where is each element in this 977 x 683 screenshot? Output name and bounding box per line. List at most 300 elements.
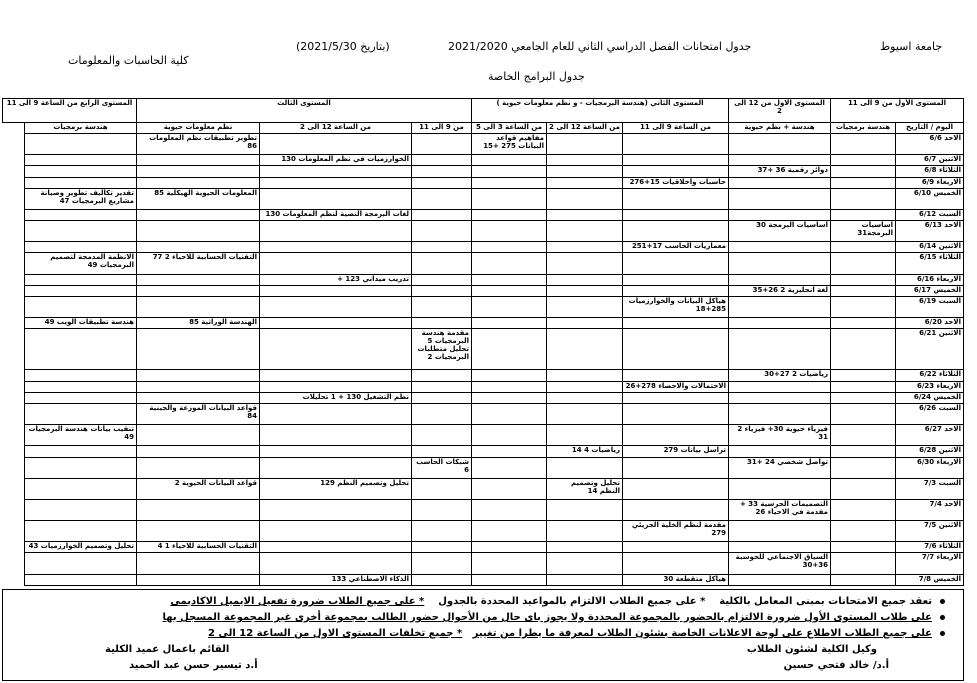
exam-cell bbox=[24, 221, 136, 242]
exam-cell: هندسة تطبيقات الويب 49 bbox=[24, 318, 136, 329]
exam-cell bbox=[830, 381, 895, 392]
exam-cell bbox=[728, 253, 830, 274]
exam-cell bbox=[24, 297, 136, 318]
exam-cell bbox=[830, 404, 895, 425]
exam-cell bbox=[259, 134, 411, 155]
exam-cell: اساسيات البرمجة31 bbox=[830, 221, 895, 242]
exam-cell bbox=[136, 381, 259, 392]
note-2-text: على طلاب المستوى الأول ضرورة الالتزام بالحضور بالمجموعة المحددة ولا يجوز باى حال من الأحوال حضور الطالب بمجموعة أخرى غير المجموعة المسجل بها bbox=[162, 612, 932, 623]
exam-cell bbox=[24, 134, 136, 155]
exam-cell bbox=[830, 155, 895, 166]
exam-cell: تدريب ميداني 123 + bbox=[259, 274, 411, 285]
exam-cell bbox=[411, 542, 471, 553]
university-name: جامعة اسيوط bbox=[880, 40, 943, 53]
exam-cell bbox=[546, 370, 622, 381]
day-date-cell: الاربعاء 6/23 bbox=[896, 381, 964, 392]
exam-cell bbox=[830, 297, 895, 318]
document-subtitle: جدول البرامج الخاصة bbox=[488, 70, 585, 83]
exam-cell: تواصل شخصي 24 +31 bbox=[728, 457, 830, 478]
column-header: من 9 الى 11 bbox=[411, 123, 471, 134]
table-row bbox=[3, 574, 964, 585]
exam-cell: تحليل وتصميم الخوارزميات 43 bbox=[24, 542, 136, 553]
level-header: المستوى الاول من 12 الى 2 bbox=[728, 99, 830, 123]
exam-cell bbox=[728, 478, 830, 499]
note-2 bbox=[163, 612, 945, 623]
exam-cell bbox=[411, 297, 471, 318]
exam-cell bbox=[411, 392, 471, 403]
exam-cell bbox=[830, 553, 895, 574]
exam-cell bbox=[411, 404, 471, 425]
exam-cell bbox=[136, 155, 259, 166]
exam-cell bbox=[471, 553, 546, 574]
day-date-cell: الخميس 6/17 bbox=[896, 285, 964, 296]
table-row bbox=[3, 221, 964, 242]
bullet-icon bbox=[940, 631, 945, 636]
day-date-cell: الخميس 6/10 bbox=[896, 188, 964, 209]
exam-cell bbox=[546, 221, 622, 242]
exam-cell: هياكل متقطعة 30 bbox=[622, 574, 728, 585]
day-date-cell: السبت 6/12 bbox=[896, 209, 964, 220]
exam-cell bbox=[622, 318, 728, 329]
exam-cell bbox=[830, 521, 895, 542]
exam-cell bbox=[411, 446, 471, 457]
exam-cell: الذكاء الاصطناعي 133 bbox=[259, 574, 411, 585]
exam-cell bbox=[259, 177, 411, 188]
exam-cell: التقنيات الحسابية للاحياء 2 77 bbox=[136, 253, 259, 274]
note-1 bbox=[170, 596, 945, 607]
exam-cell bbox=[546, 329, 622, 370]
day-date-cell: الاحد 6/6 bbox=[896, 134, 964, 155]
exam-cell: الخوارزميات في نظم المعلومات 130 bbox=[259, 155, 411, 166]
column-header: نظم معلومات حيوية bbox=[136, 123, 259, 134]
exam-cell bbox=[24, 574, 136, 585]
table-row bbox=[3, 521, 964, 542]
exam-cell bbox=[622, 209, 728, 220]
document-date: (بتاريخ 2021/5/30) bbox=[296, 40, 390, 53]
exam-cell bbox=[471, 188, 546, 209]
exam-cell bbox=[622, 553, 728, 574]
exam-cell bbox=[136, 221, 259, 242]
exam-cell bbox=[546, 425, 622, 446]
exam-cell bbox=[622, 253, 728, 274]
exam-cell bbox=[546, 297, 622, 318]
exam-cell bbox=[830, 542, 895, 553]
exam-cell: رياضيات 4 14 bbox=[546, 446, 622, 457]
exam-cell bbox=[259, 221, 411, 242]
exam-cell bbox=[728, 381, 830, 392]
exam-cell bbox=[136, 392, 259, 403]
exam-cell bbox=[728, 404, 830, 425]
table-row bbox=[3, 285, 964, 296]
table-row bbox=[3, 155, 964, 166]
exam-cell: حاسبات واخلاقيات 15+276 bbox=[622, 177, 728, 188]
exam-cell bbox=[622, 188, 728, 209]
exam-cell bbox=[411, 166, 471, 177]
exam-cell bbox=[259, 329, 411, 370]
exam-cell bbox=[471, 521, 546, 542]
exam-cell bbox=[411, 177, 471, 188]
exam-cell bbox=[259, 425, 411, 446]
exam-cell bbox=[728, 521, 830, 542]
exam-cell bbox=[622, 478, 728, 499]
exam-cell bbox=[136, 446, 259, 457]
table-row bbox=[3, 166, 964, 177]
exam-cell bbox=[830, 446, 895, 457]
exam-cell bbox=[24, 155, 136, 166]
exam-cell bbox=[259, 542, 411, 553]
exam-cell: دوائر رقمية 36 +37 bbox=[728, 166, 830, 177]
exam-cell: هياكل البيانات والخوارزميات 285+18 bbox=[622, 297, 728, 318]
exam-cell bbox=[411, 253, 471, 274]
exam-cell bbox=[24, 370, 136, 381]
level-header: المستوى الثاني (هندسة البرمجيات - و نظم معلومات حيوية ) bbox=[471, 99, 728, 123]
exam-cell: مفاهيم قواعد البيانات 275 +15 bbox=[471, 134, 546, 155]
day-date-cell: السبت 6/19 bbox=[896, 297, 964, 318]
exam-cell: تقدير تكاليف تطوير وصيانة مشاريع البرمجيات 47 bbox=[24, 188, 136, 209]
exam-cell bbox=[24, 242, 136, 253]
exam-cell bbox=[622, 166, 728, 177]
exam-cell bbox=[830, 392, 895, 403]
exam-cell bbox=[546, 457, 622, 478]
exam-cell bbox=[411, 155, 471, 166]
exam-cell bbox=[471, 253, 546, 274]
exam-cell bbox=[728, 318, 830, 329]
exam-cell bbox=[546, 318, 622, 329]
exam-cell bbox=[830, 329, 895, 370]
exam-cell: اساسيات البرمجة 30 bbox=[728, 221, 830, 242]
exam-cell bbox=[471, 381, 546, 392]
exam-cell bbox=[546, 242, 622, 253]
day-date-cell: الاحد 6/13 bbox=[896, 221, 964, 242]
exam-cell bbox=[830, 166, 895, 177]
exam-cell bbox=[136, 329, 259, 370]
exam-cell bbox=[622, 499, 728, 520]
exam-cell bbox=[830, 285, 895, 296]
column-header: من الساعة 3 الى 5 bbox=[471, 123, 546, 134]
exam-cell bbox=[411, 521, 471, 542]
exam-cell bbox=[471, 478, 546, 499]
exam-cell bbox=[830, 188, 895, 209]
exam-cell: مقدمة هندسة البرمجيات 5 تحليل متطلبات البرمجيات 2 bbox=[411, 329, 471, 370]
exam-cell bbox=[411, 274, 471, 285]
exam-cell bbox=[411, 499, 471, 520]
notes-box bbox=[2, 589, 964, 681]
exam-cell: قواعد البيانات الموزعة والجينية 84 bbox=[136, 404, 259, 425]
exam-cell: رياضيات 2 27+30 bbox=[728, 370, 830, 381]
exam-cell bbox=[728, 574, 830, 585]
column-header: هندسة برمجيات bbox=[830, 123, 895, 134]
exam-cell bbox=[411, 381, 471, 392]
exam-cell bbox=[471, 329, 546, 370]
exam-cell: الهندسة الوراثية 85 bbox=[136, 318, 259, 329]
exam-cell bbox=[728, 446, 830, 457]
exam-cell bbox=[830, 574, 895, 585]
day-date-cell: الخميس 7/8 bbox=[896, 574, 964, 585]
exam-cell bbox=[546, 166, 622, 177]
exam-cell: تطوير تطبيقات نظم المعلومات 86 bbox=[136, 134, 259, 155]
exam-cell bbox=[411, 425, 471, 446]
exam-cell bbox=[136, 242, 259, 253]
exam-cell bbox=[546, 381, 622, 392]
day-date-cell: الاربعاء 7/7 bbox=[896, 553, 964, 574]
exam-cell bbox=[546, 285, 622, 296]
exam-cell bbox=[830, 370, 895, 381]
exam-cell bbox=[411, 574, 471, 585]
exam-cell bbox=[136, 166, 259, 177]
exam-cell bbox=[471, 166, 546, 177]
exam-cell bbox=[830, 318, 895, 329]
exam-cell bbox=[136, 177, 259, 188]
exam-cell bbox=[24, 329, 136, 370]
exam-cell bbox=[546, 499, 622, 520]
exam-cell bbox=[622, 221, 728, 242]
exam-cell bbox=[830, 499, 895, 520]
day-date-cell: الثلاثاء 7/6 bbox=[896, 542, 964, 553]
day-date-cell: الاحد 7/4 bbox=[896, 499, 964, 520]
table-row bbox=[3, 446, 964, 457]
column-header: من الساعة 12 الى 2 bbox=[259, 123, 411, 134]
exam-cell bbox=[622, 457, 728, 478]
exam-cell bbox=[546, 392, 622, 403]
exam-cell bbox=[136, 285, 259, 296]
day-date-cell: الثلاثاء 6/15 bbox=[896, 253, 964, 274]
signature-right-name: أ.د/ خالد فتحي حسين bbox=[783, 660, 889, 671]
exam-cell bbox=[411, 553, 471, 574]
exam-cell bbox=[24, 478, 136, 499]
exam-cell bbox=[411, 370, 471, 381]
table-row bbox=[3, 134, 964, 155]
document-title: جدول امتحانات الفصل الدراسي الثاني للعام الجامعي 2021/2020 bbox=[448, 40, 752, 53]
day-date-cell: الاثنين 6/14 bbox=[896, 242, 964, 253]
exam-cell bbox=[411, 221, 471, 242]
signature-left-name: أ.د تيسير حسن عبد الحميد bbox=[129, 660, 258, 671]
exam-cell bbox=[24, 553, 136, 574]
exam-cell bbox=[830, 274, 895, 285]
exam-cell: نظم التشغيل 130 + 1 تحليلات bbox=[259, 392, 411, 403]
column-header: اليوم / التاريخ bbox=[896, 123, 964, 134]
table-row bbox=[3, 425, 964, 446]
exam-cell bbox=[24, 499, 136, 520]
exam-cell bbox=[471, 274, 546, 285]
exam-cell bbox=[622, 404, 728, 425]
exam-cell bbox=[411, 188, 471, 209]
exam-cell bbox=[830, 177, 895, 188]
exam-cell bbox=[24, 209, 136, 220]
day-date-cell: الاثنين 7/5 bbox=[896, 521, 964, 542]
table-row bbox=[3, 177, 964, 188]
exam-cell bbox=[622, 370, 728, 381]
exam-cell bbox=[24, 166, 136, 177]
table-row bbox=[3, 457, 964, 478]
table-row bbox=[3, 297, 964, 318]
exam-cell bbox=[622, 329, 728, 370]
table-row bbox=[3, 542, 964, 553]
exam-cell bbox=[411, 318, 471, 329]
exam-cell bbox=[546, 521, 622, 542]
exam-cell bbox=[728, 242, 830, 253]
exam-cell bbox=[471, 209, 546, 220]
exam-cell bbox=[471, 285, 546, 296]
table-row bbox=[3, 404, 964, 425]
exam-cell bbox=[471, 177, 546, 188]
level-header: المستوى الثالث bbox=[136, 99, 471, 123]
exam-cell bbox=[546, 274, 622, 285]
exam-cell bbox=[471, 574, 546, 585]
exam-cell bbox=[728, 188, 830, 209]
exam-cell bbox=[259, 318, 411, 329]
exam-cell bbox=[411, 134, 471, 155]
day-date-cell: الثلاثاء 6/8 bbox=[896, 166, 964, 177]
day-date-cell: الاربعاء 6/30 bbox=[896, 457, 964, 478]
exam-cell bbox=[471, 297, 546, 318]
day-date-cell: الاحد 6/20 bbox=[896, 318, 964, 329]
exam-cell bbox=[471, 446, 546, 457]
exam-cell bbox=[259, 457, 411, 478]
table-row bbox=[3, 370, 964, 381]
day-date-cell: الاربعاء 6/9 bbox=[896, 177, 964, 188]
day-date-cell: الثلاثاء 6/22 bbox=[896, 370, 964, 381]
exam-cell: تحليل وتصميم النظم 14 bbox=[546, 478, 622, 499]
table-row bbox=[3, 242, 964, 253]
bullet-icon bbox=[940, 599, 945, 604]
day-date-cell: الخميس 6/24 bbox=[896, 392, 964, 403]
exam-cell bbox=[259, 188, 411, 209]
table-row bbox=[3, 253, 964, 274]
exam-cell: التصميمات الجرسية 33 + مقدمة في الاحياء 26 bbox=[728, 499, 830, 520]
day-date-cell: الاثنين 6/7 bbox=[896, 155, 964, 166]
exam-cell bbox=[728, 329, 830, 370]
bullet-icon bbox=[940, 615, 945, 620]
table-row bbox=[3, 329, 964, 370]
exam-cell bbox=[830, 457, 895, 478]
exam-cell bbox=[136, 370, 259, 381]
exam-cell: معماريات الحاسب 17+251 bbox=[622, 242, 728, 253]
table-row bbox=[3, 274, 964, 285]
note-1-b: * على جميع الطلاب الالتزام بالمواعيد المحددة بالجدول bbox=[438, 596, 706, 607]
table-row bbox=[3, 381, 964, 392]
exam-cell bbox=[728, 297, 830, 318]
exam-cell bbox=[24, 392, 136, 403]
exam-cell bbox=[24, 446, 136, 457]
table-row bbox=[3, 188, 964, 209]
exam-cell bbox=[728, 177, 830, 188]
exam-cell bbox=[546, 155, 622, 166]
note-1-a: تعقد جميع الامتحانات بمبنى المعامل بالكلية bbox=[719, 596, 932, 607]
exam-cell bbox=[136, 521, 259, 542]
exam-cell bbox=[411, 285, 471, 296]
exam-cell bbox=[622, 134, 728, 155]
exam-cell bbox=[24, 274, 136, 285]
exam-cell: تراسل بيانات 279 bbox=[622, 446, 728, 457]
exam-cell bbox=[259, 381, 411, 392]
note-3 bbox=[208, 628, 945, 639]
note-3-b: * جميع تخلفات المستوى الاول من الساعة 12 الى 2 bbox=[208, 628, 463, 639]
table-row bbox=[3, 478, 964, 499]
exam-cell: فيزياء حيوية 30+ فيزياء 2 31 bbox=[728, 425, 830, 446]
exam-cell: تحليل وتصميم النظم 129 bbox=[259, 478, 411, 499]
exam-cell bbox=[259, 253, 411, 274]
exam-schedule-table bbox=[2, 98, 964, 586]
exam-cell bbox=[622, 425, 728, 446]
exam-cell: لغة انجليزية 2 26+35 bbox=[728, 285, 830, 296]
exam-cell bbox=[546, 209, 622, 220]
day-date-cell: الاربعاء 6/16 bbox=[896, 274, 964, 285]
college-name: كلية الحاسبات والمعلومات bbox=[68, 54, 189, 67]
exam-cell bbox=[471, 318, 546, 329]
exam-cell bbox=[259, 285, 411, 296]
exam-cell bbox=[24, 177, 136, 188]
note-1-c: * على جميع الطلاب ضرورة تفعيل الايميل الاكاديمى bbox=[170, 596, 425, 607]
exam-cell bbox=[728, 274, 830, 285]
day-date-cell: السبت 6/26 bbox=[896, 404, 964, 425]
exam-cell bbox=[471, 404, 546, 425]
exam-cell bbox=[546, 188, 622, 209]
exam-cell bbox=[24, 285, 136, 296]
exam-cell bbox=[259, 166, 411, 177]
exam-cell bbox=[546, 542, 622, 553]
day-date-cell: الاثنين 6/28 bbox=[896, 446, 964, 457]
exam-cell bbox=[622, 285, 728, 296]
exam-cell bbox=[259, 499, 411, 520]
signature-right-title: وكيل الكلية لشئون الطلاب bbox=[746, 644, 877, 655]
exam-cell bbox=[259, 553, 411, 574]
exam-cell bbox=[546, 177, 622, 188]
table-row bbox=[3, 499, 964, 520]
exam-cell bbox=[830, 425, 895, 446]
exam-cell bbox=[471, 370, 546, 381]
exam-cell bbox=[259, 297, 411, 318]
exam-cell bbox=[471, 499, 546, 520]
exam-cell bbox=[728, 155, 830, 166]
exam-cell bbox=[830, 253, 895, 274]
day-date-cell: السبت 7/3 bbox=[896, 478, 964, 499]
exam-cell: المعلومات الحيوية الهيكلية 85 bbox=[136, 188, 259, 209]
exam-cell bbox=[136, 209, 259, 220]
level-header-row bbox=[3, 99, 964, 123]
exam-cell: الانظمة المدمجة لتصميم البرمجيات 49 bbox=[24, 253, 136, 274]
exam-cell bbox=[830, 209, 895, 220]
exam-cell bbox=[136, 499, 259, 520]
exam-cell bbox=[622, 274, 728, 285]
exam-cell: التقنيات الحسابية للاحياء 1 4 bbox=[136, 542, 259, 553]
exam-cell bbox=[622, 392, 728, 403]
exam-cell: السياق الاجتماعي للحوسبة 36+30 bbox=[728, 553, 830, 574]
exam-cell: قواعد البيانات الحيوية 2 bbox=[136, 478, 259, 499]
exam-cell bbox=[830, 242, 895, 253]
day-date-cell: الاحد 6/27 bbox=[896, 425, 964, 446]
signature-left-title: القائم باعمال عميد الكلية bbox=[105, 644, 230, 655]
exam-cell bbox=[411, 209, 471, 220]
table-row bbox=[3, 318, 964, 329]
exam-cell bbox=[24, 381, 136, 392]
exam-cell bbox=[411, 478, 471, 499]
exam-cell bbox=[411, 242, 471, 253]
exam-cell bbox=[259, 521, 411, 542]
column-header: هندسة + نظم حيوية bbox=[728, 123, 830, 134]
exam-cell bbox=[546, 253, 622, 274]
column-header: من الساعة 12 الى 2 bbox=[546, 123, 622, 134]
exam-cell bbox=[136, 574, 259, 585]
note-3-a: على جميع الطلاب الاطلاع على لوحة الاعلانات الخاصة بشئون الطلاب لمعرفة ما يطرا من تغيير bbox=[472, 628, 932, 639]
exam-cell bbox=[728, 542, 830, 553]
exam-cell bbox=[830, 478, 895, 499]
exam-cell bbox=[728, 134, 830, 155]
level-header: المستوى الرابع من الساعة 9 الى 11 bbox=[3, 99, 137, 123]
exam-cell bbox=[24, 457, 136, 478]
exam-cell bbox=[259, 404, 411, 425]
exam-cell: الاحتمالات والاحصاء 278+26 bbox=[622, 381, 728, 392]
exam-cell bbox=[136, 274, 259, 285]
